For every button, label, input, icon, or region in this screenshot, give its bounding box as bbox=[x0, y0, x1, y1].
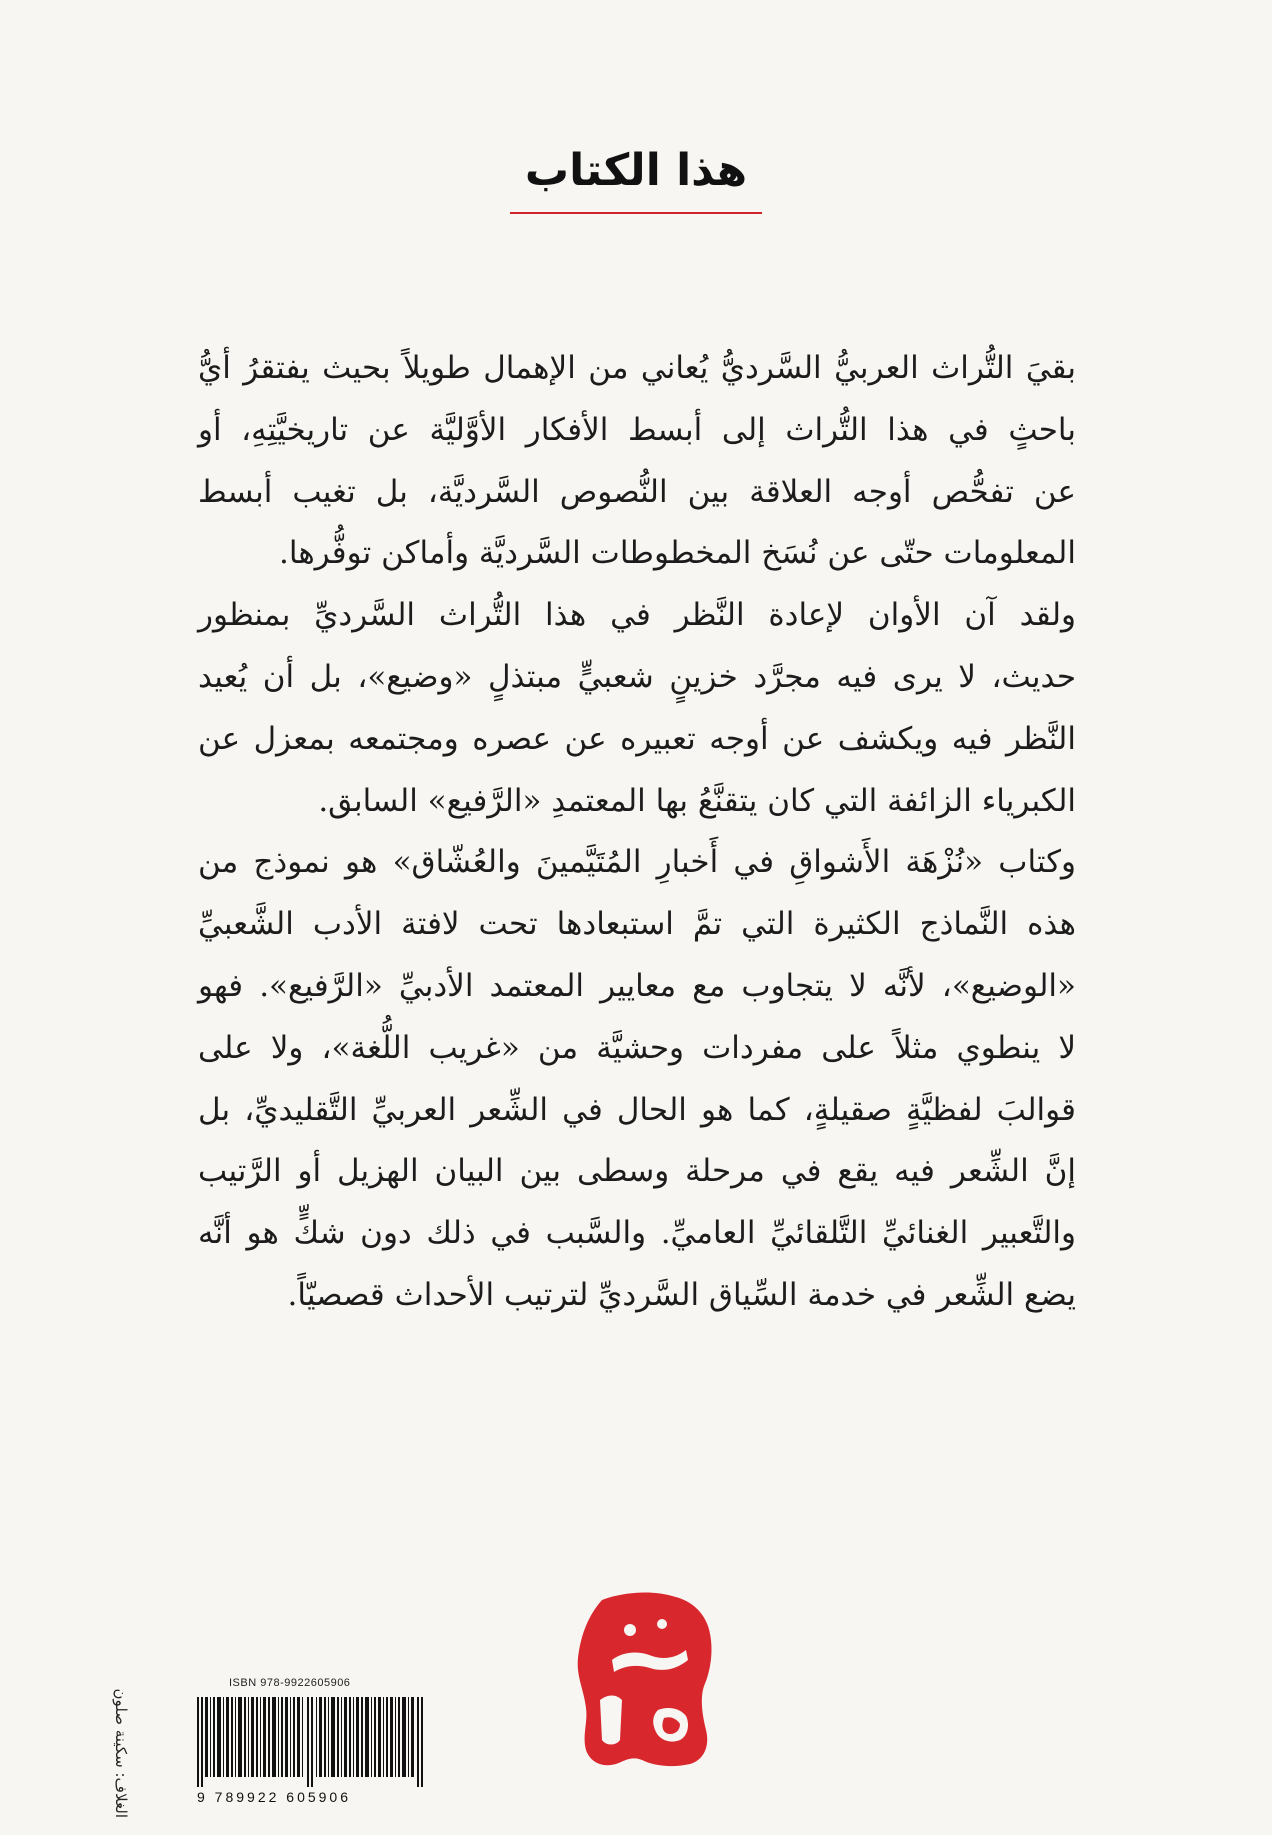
blurb-line: باحثٍ في هذا التُّراث إلى أبسط الأفكار الأوَّليَّة عن تاريخيَّتِهِ، أو bbox=[198, 411, 1076, 448]
blurb-line: النَّظر فيه ويكشف عن أوجه تعبيره عن عصره ومجتمعه بمعزل عن bbox=[198, 720, 1076, 757]
blurb-line: عن تفحُّص أوجه العلاقة بين النُّصوص السَّرديَّة، بل تغيب أبسط bbox=[198, 473, 1076, 510]
blurb-line: والتَّعبير الغنائيِّ التَّلقائيِّ العاميِّ. والسَّبب في ذلك دون شكٍّ هو أنَّه bbox=[198, 1215, 1076, 1252]
blurb-line: قوالبَ لفظيَّةٍ صقيلةٍ، كما هو الحال في الشِّعر العربيِّ التَّقليديِّ، بل bbox=[198, 1091, 1076, 1128]
blurb-line: المعلومات حتّى عن نُسَخ المخطوطات السَّرديَّة وأماكن توفُّرها. bbox=[279, 535, 1076, 572]
page-title: هذا الكتاب bbox=[524, 145, 748, 196]
blurb-line: ولقد آن الأوان لإعادة النَّظر في هذا التُّراث السَّرديِّ بمنظور bbox=[198, 597, 1076, 634]
blurb-line: يضع الشِّعر في خدمة السِّياق السَّرديِّ لترتيب الأحداث قصصيّاً. bbox=[287, 1276, 1076, 1313]
blurb-line: الكبرياء الزائفة التي كان يتقنَّعُ بها المعتمدِ «الرَّفيع» السابق. bbox=[318, 782, 1076, 819]
blurb-line: إنَّ الشِّعر فيه يقع في مرحلة وسطى بين البيان الهزيل أو الرَّتيب bbox=[198, 1153, 1076, 1190]
title-underline bbox=[510, 212, 762, 214]
blurb-line: لا ينطوي مثلاً على مفردات وحشيَّة من «غريب اللُّغة»، ولا على bbox=[198, 1029, 1076, 1066]
isbn-label: ISBN 978-9922605906 bbox=[229, 1677, 351, 1689]
barcode-digits: 9 789922 605906 bbox=[197, 1789, 351, 1805]
blurb-line: وكتاب «نُزْهَة الأَشواقِ في أَخبارِ المُتَيَّمينَ والعُشّاق» هو نموذج من bbox=[198, 844, 1076, 881]
isbn-barcode-block bbox=[197, 1677, 435, 1812]
blurb-line: هذه النَّماذج الكثيرة التي تمَّ استبعادها تحت لافتة الأدب الشَّعبيِّ bbox=[198, 906, 1076, 943]
blurb-line: بقيَ التُّراث العربيُّ السَّرديُّ يُعاني من الإهمال طويلاً بحيث يفتقرُ أيُّ bbox=[198, 350, 1076, 386]
barcode-icon bbox=[197, 1697, 427, 1787]
blurb-line: حديث، لا يرى فيه مجرَّد خزينٍ شعبيٍّ مبتذلٍ «وضيع»، بل أن يُعيد bbox=[198, 658, 1076, 695]
cover-credit: الغلاف: سكينة صلون bbox=[112, 1688, 130, 1818]
blurb-text bbox=[198, 338, 1076, 1327]
blurb-line: «الوضيع»، لأنَّه لا يتجاوب مع معايير المعتمد الأدبيِّ «الرَّفيع». فهو bbox=[198, 967, 1076, 1004]
publisher-logo-icon bbox=[572, 1590, 718, 1768]
